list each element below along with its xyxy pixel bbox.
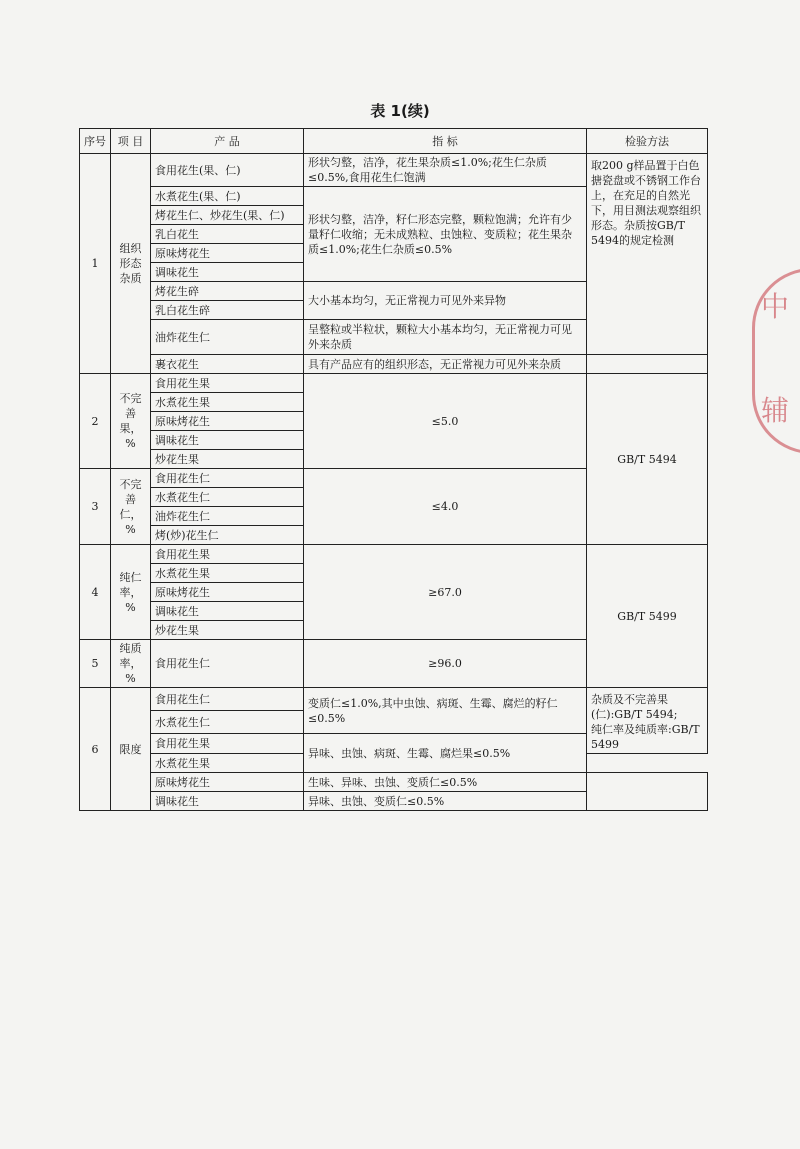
indicator-cell: ≥96.0 [304, 640, 587, 688]
header-product: 产 品 [151, 129, 304, 154]
product-cell: 食用花生果 [151, 734, 304, 754]
product-cell: 水煮花生仁 [151, 488, 304, 507]
indicator-cell: ≤4.0 [304, 469, 587, 545]
row-item: 纯仁率，% [111, 545, 151, 640]
table-row [80, 374, 708, 393]
product-cell: 原味烤花生 [151, 244, 304, 263]
table-row [80, 773, 708, 792]
product-cell: 烤(炒)花生仁 [151, 526, 304, 545]
method-line: 纯仁率及纯质率:GB/T 5499 [591, 723, 700, 751]
product-cell: 调味花生 [151, 263, 304, 282]
indicator-cell: 变质仁≤1.0%,其中虫蚀、病斑、生霉、腐烂的籽仁≤0.5% [304, 688, 587, 734]
row-item: 纯质率，% [111, 640, 151, 688]
row-no: 1 [80, 154, 111, 374]
page-title: 表 1(续) [370, 102, 430, 120]
method-cell [587, 688, 708, 754]
row-no: 5 [80, 640, 111, 688]
product-cell: 调味花生 [151, 431, 304, 450]
product-cell: 原味烤花生 [151, 773, 304, 792]
indicator-cell: 生味、异味、虫蚀、变质仁≤0.5% [304, 773, 587, 792]
indicator-cell: 形状匀整，洁净，花生果杂质≤1.0%;花生仁杂质≤0.5%,食用花生仁饱满 [304, 154, 587, 187]
indicator-cell: 形状匀整，洁净，籽仁形态完整，颗粒饱满；允许有少量籽仁收缩；无未成熟粒、虫蚀粒、变质粒；花生果杂质≤1.0%;花生仁杂质≤0.5% [304, 187, 587, 282]
method-cell: 取200 g样品置于白色搪瓷盘或不锈钢工作台上，在充足的自然光下，用目测法观察组织形态。杂质按GB/T 5494的规定检测 [587, 154, 708, 355]
indicator-cell: 具有产品应有的组织形态，无正常视力可见外来杂质 [304, 355, 587, 374]
product-cell: 裹衣花生 [151, 355, 304, 374]
product-cell: 炒花生果 [151, 621, 304, 640]
product-cell: 油炸花生仁 [151, 320, 304, 355]
product-cell: 水煮花生(果、仁) [151, 187, 304, 206]
product-cell: 水煮花生果 [151, 393, 304, 412]
product-cell: 油炸花生仁 [151, 507, 304, 526]
table-row [80, 545, 708, 564]
method-cell-blank [587, 773, 708, 811]
product-cell: 乳白花生碎 [151, 301, 304, 320]
stamp-char: 中 [761, 290, 790, 323]
table-row [80, 154, 708, 187]
indicator-cell: ≥67.0 [304, 545, 587, 640]
header-no: 序号 [80, 129, 111, 154]
header-row [80, 129, 708, 154]
product-cell: 调味花生 [151, 792, 304, 811]
indicator-cell: 异味、虫蚀、病斑、生霉、腐烂果≤0.5% [304, 734, 587, 773]
product-cell: 食用花生仁 [151, 469, 304, 488]
product-cell: 烤花生碎 [151, 282, 304, 301]
row-item: 不完善果，% [111, 374, 151, 469]
product-cell: 原味烤花生 [151, 583, 304, 602]
product-cell: 调味花生 [151, 602, 304, 621]
table-row [80, 688, 708, 711]
table-row [80, 355, 708, 374]
row-item: 不完善仁，% [111, 469, 151, 545]
header-method: 检验方法 [587, 129, 708, 154]
spec-table [79, 128, 708, 811]
indicator-cell: 呈整粒或半粒状，颗粒大小基本均匀，无正常视力可见外来杂质 [304, 320, 587, 355]
product-cell: 水煮花生仁 [151, 711, 304, 734]
product-cell: 食用花生果 [151, 374, 304, 393]
row-no: 3 [80, 469, 111, 545]
row-no: 4 [80, 545, 111, 640]
indicator-cell: ≤5.0 [304, 374, 587, 469]
product-cell: 原味烤花生 [151, 412, 304, 431]
method-cell-blank [587, 355, 708, 374]
indicator-cell: 异味、虫蚀、变质仁≤0.5% [304, 792, 587, 811]
product-cell: 食用花生(果、仁) [151, 154, 304, 187]
row-item: 组织形态杂质 [111, 154, 151, 374]
header-item: 项 目 [111, 129, 151, 154]
stamp-char: 辅 [761, 394, 790, 427]
product-cell: 烤花生仁、炒花生(果、仁) [151, 206, 304, 225]
method-cell: GB/T 5499 [587, 545, 708, 688]
method-line: 杂质及不完善果(仁):GB/T 5494; [591, 693, 678, 721]
product-cell: 食用花生果 [151, 545, 304, 564]
method-cell: GB/T 5494 [587, 374, 708, 545]
row-item: 限度 [111, 688, 151, 811]
product-cell: 食用花生仁 [151, 688, 304, 711]
red-seal-stamp [752, 268, 800, 454]
product-cell: 食用花生仁 [151, 640, 304, 688]
product-cell: 乳白花生 [151, 225, 304, 244]
row-no: 2 [80, 374, 111, 469]
product-cell: 水煮花生果 [151, 564, 304, 583]
row-no: 6 [80, 688, 111, 811]
product-cell: 水煮花生果 [151, 754, 304, 773]
header-indicator: 指 标 [304, 129, 587, 154]
indicator-cell: 大小基本均匀，无正常视力可见外来异物 [304, 282, 587, 320]
product-cell: 炒花生果 [151, 450, 304, 469]
